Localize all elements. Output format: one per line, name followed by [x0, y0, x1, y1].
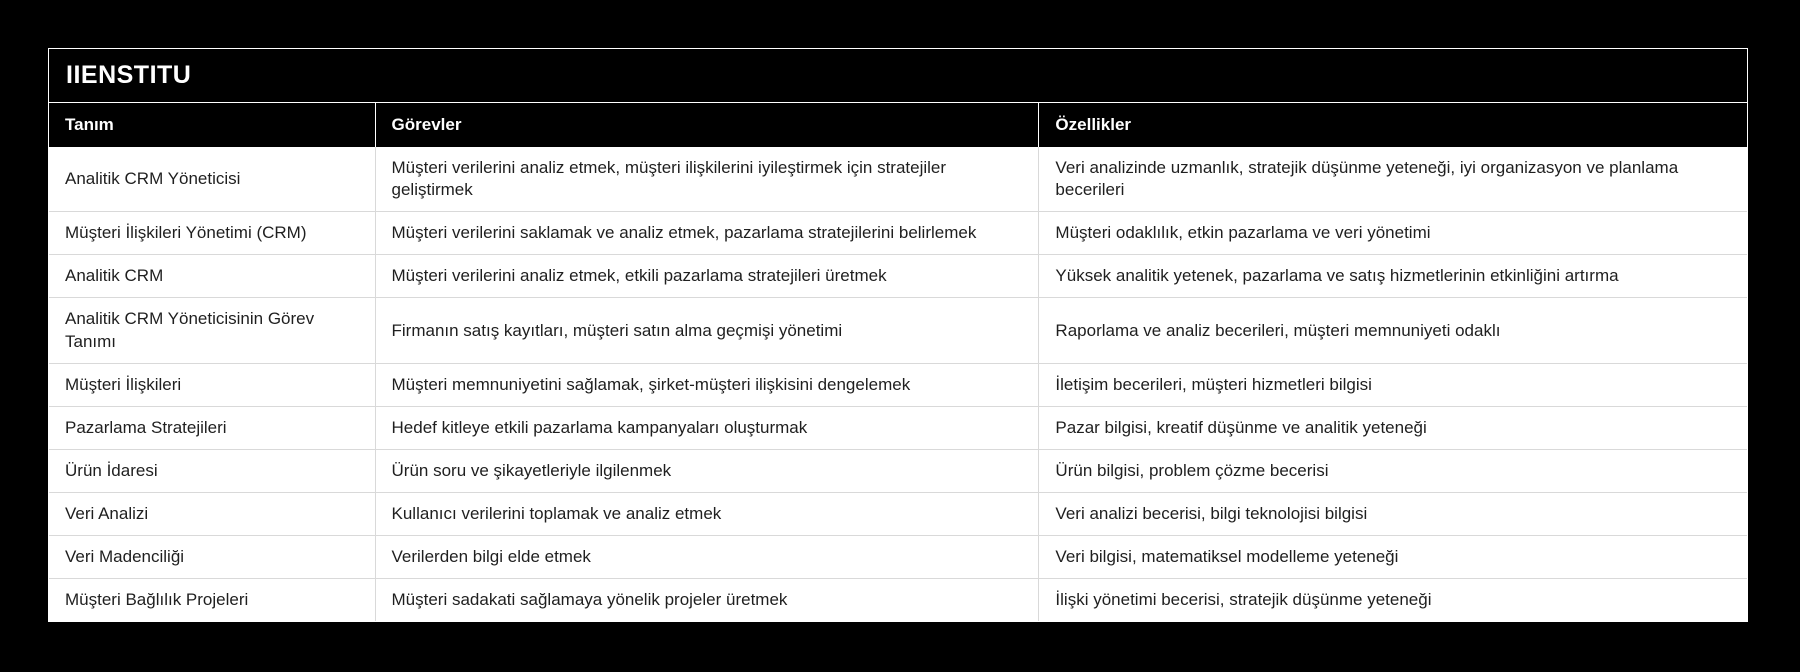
table-cell-tanim: Ürün İdaresi: [49, 449, 375, 492]
table-cell-gorevler: Müşteri verilerini saklamak ve analiz etmek, pazarlama stratejilerini belirlemek: [375, 212, 1039, 255]
table-cell-gorevler: Hedef kitleye etkili pazarlama kampanyaları oluşturmak: [375, 406, 1039, 449]
table-title: IIENSTITU: [49, 49, 1747, 103]
table-cell-tanim: Veri Madenciliği: [49, 536, 375, 579]
table-cell-tanim: Pazarlama Stratejileri: [49, 406, 375, 449]
table-cell-ozellikler: Veri analizi becerisi, bilgi teknolojisi bilgisi: [1039, 492, 1747, 535]
table-cell-tanim: Müşteri İlişkileri: [49, 363, 375, 406]
table-row: [49, 406, 1747, 449]
table-body: [49, 147, 1747, 621]
table-cell-tanim: Müşteri Bağlılık Projeleri: [49, 579, 375, 622]
column-header-tanim: Tanım: [49, 103, 375, 147]
table-row: [49, 363, 1747, 406]
table-cell-tanim: Analitik CRM Yöneticisi: [49, 147, 375, 212]
table-cell-tanim: Müşteri İlişkileri Yönetimi (CRM): [49, 212, 375, 255]
table-cell-ozellikler: Veri analizinde uzmanlık, stratejik düşünme yeteneği, iyi organizasyon ve planlama becerileri: [1039, 147, 1747, 212]
table-cell-ozellikler: Pazar bilgisi, kreatif düşünme ve analitik yeteneği: [1039, 406, 1747, 449]
table-cell-ozellikler: Veri bilgisi, matematiksel modelleme yeteneği: [1039, 536, 1747, 579]
column-header-ozellikler: Özellikler: [1039, 103, 1747, 147]
table-cell-ozellikler: Müşteri odaklılık, etkin pazarlama ve veri yönetimi: [1039, 212, 1747, 255]
table-row: [49, 147, 1747, 212]
table-row: [49, 298, 1747, 363]
column-header-gorevler: Görevler: [375, 103, 1039, 147]
table-cell-gorevler: Müşteri sadakati sağlamaya yönelik projeler üretmek: [375, 579, 1039, 622]
table-header-row: [49, 103, 1747, 147]
table-cell-ozellikler: İletişim becerileri, müşteri hizmetleri bilgisi: [1039, 363, 1747, 406]
table-cell-gorevler: Kullanıcı verilerini toplamak ve analiz etmek: [375, 492, 1039, 535]
table-row: [49, 536, 1747, 579]
table-row: [49, 212, 1747, 255]
table-cell-gorevler: Müşteri verilerini analiz etmek, etkili pazarlama stratejileri üretmek: [375, 255, 1039, 298]
table-cell-ozellikler: Raporlama ve analiz becerileri, müşteri memnuniyeti odaklı: [1039, 298, 1747, 363]
table-row: [49, 255, 1747, 298]
table-row: [49, 579, 1747, 622]
table-cell-gorevler: Müşteri verilerini analiz etmek, müşteri ilişkilerini iyileştirmek için stratejiler geliştirmek: [375, 147, 1039, 212]
table-cell-tanim: Veri Analizi: [49, 492, 375, 535]
table-row: [49, 449, 1747, 492]
table-cell-tanim: Analitik CRM Yöneticisinin Görev Tanımı: [49, 298, 375, 363]
table-cell-tanim: Analitik CRM: [49, 255, 375, 298]
table-cell-gorevler: Verilerden bilgi elde etmek: [375, 536, 1039, 579]
table-cell-gorevler: Firmanın satış kayıtları, müşteri satın alma geçmişi yönetimi: [375, 298, 1039, 363]
data-table: [49, 103, 1747, 621]
table-row: [49, 492, 1747, 535]
table-cell-ozellikler: Ürün bilgisi, problem çözme becerisi: [1039, 449, 1747, 492]
table-cell-ozellikler: İlişki yönetimi becerisi, stratejik düşünme yeteneği: [1039, 579, 1747, 622]
data-table-panel: [48, 48, 1748, 622]
table-cell-gorevler: Ürün soru ve şikayetleriyle ilgilenmek: [375, 449, 1039, 492]
table-cell-ozellikler: Yüksek analitik yetenek, pazarlama ve satış hizmetlerinin etkinliğini artırma: [1039, 255, 1747, 298]
table-cell-gorevler: Müşteri memnuniyetini sağlamak, şirket-müşteri ilişkisini dengelemek: [375, 363, 1039, 406]
